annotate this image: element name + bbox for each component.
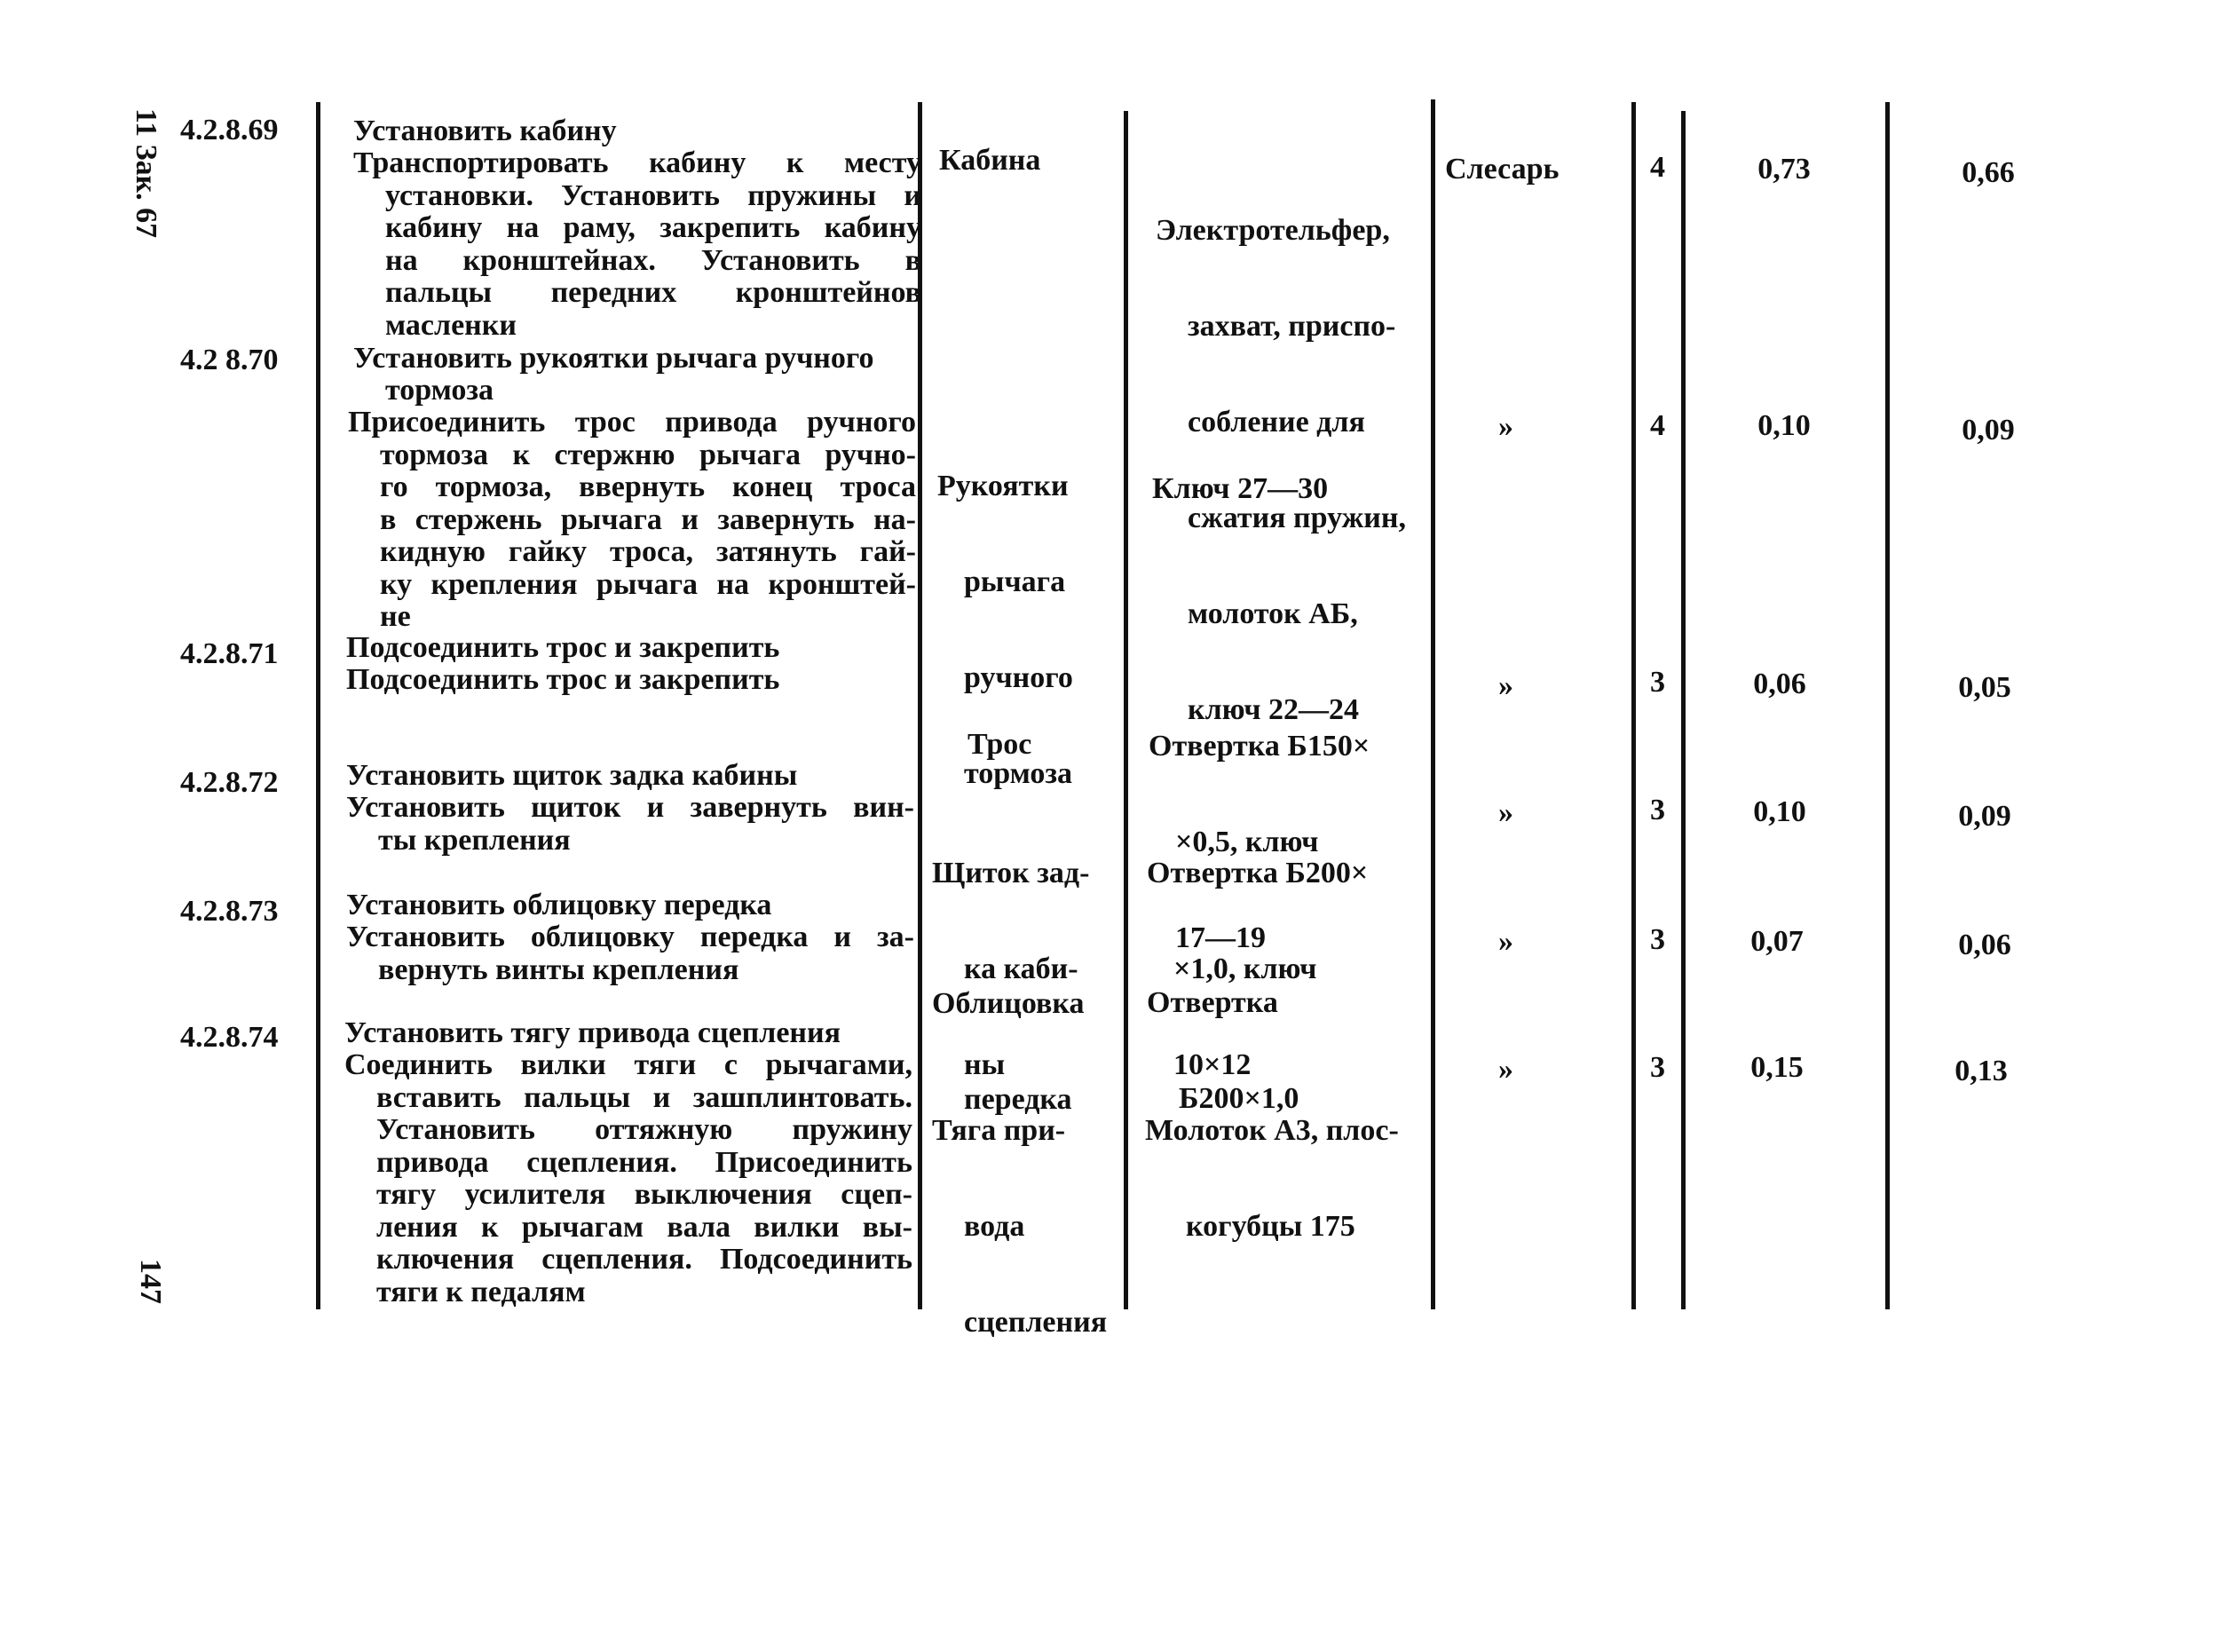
tool-line: Б200×1,0 xyxy=(1179,1082,1299,1115)
description-line: кабину на раму, закрепить кабину xyxy=(385,211,921,244)
time-norm-1: 0,06 xyxy=(1753,668,1806,700)
operation-description xyxy=(346,921,914,986)
tools-list xyxy=(1152,409,1328,569)
description-line: го тормоза, ввернуть конец троса xyxy=(380,470,916,503)
description-line: тормоза к стержню рычага ручно- xyxy=(380,438,916,471)
description-line: Подсоединить трос и закрепить xyxy=(346,663,780,696)
description-line: ты крепления xyxy=(378,823,571,857)
operation-title: Подсоединить трос и закрепить xyxy=(346,631,780,664)
tool-line: ×0,5, ключ xyxy=(1175,826,1319,858)
sheet-mark: 11 Зак. 67 xyxy=(130,108,162,239)
time-norm-1: 0,10 xyxy=(1753,795,1806,828)
part-line: Щиток зад- xyxy=(932,857,1090,889)
description-line: в стержень рычага и завернуть на- xyxy=(380,502,916,536)
tool-line: Отвертка Б150× xyxy=(1149,730,1370,763)
operation-code: 4.2.8.69 xyxy=(180,114,279,146)
description-line: установки. Установить пружины и xyxy=(385,178,921,212)
description-line: вставить пальцы и зашплинтовать. xyxy=(376,1080,912,1114)
description-line: не xyxy=(380,600,411,633)
tool-line: ключ 22—24 xyxy=(1188,693,1360,726)
description-line: кидную гайку троса, затянуть гай- xyxy=(380,535,916,568)
tool-line: захват, приспо- xyxy=(1188,310,1396,343)
title-line: тормоза xyxy=(385,374,494,407)
part-line: Рукоятки xyxy=(937,470,1069,502)
operation-code: 4.2.8.74 xyxy=(180,1021,279,1054)
description-line: тяги к педалям xyxy=(376,1275,586,1308)
tool-line: сжатия пружин, xyxy=(1188,502,1406,534)
part-line: ны xyxy=(964,1048,1006,1081)
description-line: ления к рычагам вала вилки вы- xyxy=(376,1210,912,1244)
operation-code: 4.2.8.71 xyxy=(180,637,279,670)
grade: 4 xyxy=(1650,409,1665,442)
part-line: ка каби- xyxy=(964,952,1078,985)
column-rule xyxy=(1431,99,1435,1309)
column-rule xyxy=(1124,111,1128,1309)
description-line: Установить оттяжную пружину xyxy=(376,1113,912,1146)
operation-title xyxy=(353,343,873,407)
part-line: сцепления xyxy=(964,1306,1108,1339)
tool-line: молоток АБ, xyxy=(1188,597,1358,630)
tool-line: Отвертка xyxy=(1147,986,1278,1019)
grade: 3 xyxy=(1650,794,1665,826)
description-line: пальцы передних кронштейнов xyxy=(385,276,921,309)
tool-line: Электротельфер, xyxy=(1156,214,1390,247)
description-line: тягу усилителя выключения сцеп- xyxy=(376,1178,912,1211)
operation-title: Установить щиток задка кабины xyxy=(346,759,798,792)
grade: 3 xyxy=(1650,666,1665,699)
part-line: передка xyxy=(964,1083,1072,1116)
worker-ditto: » xyxy=(1498,925,1513,958)
operation-title: Установить облицовку передка xyxy=(346,889,772,921)
description-line: ку крепления рычага на кронштей- xyxy=(380,567,916,601)
time-norm-1: 0,73 xyxy=(1757,153,1811,186)
column-rule xyxy=(1631,102,1636,1309)
tool-line: Ключ 27—30 xyxy=(1152,472,1329,505)
tools-list xyxy=(1145,1048,1399,1307)
operation-code: 4.2 8.70 xyxy=(180,344,279,376)
part-line: тормоза xyxy=(964,757,1073,790)
part-line: Облицовка xyxy=(932,987,1085,1020)
grade: 3 xyxy=(1650,923,1665,956)
time-norm-2: 0,13 xyxy=(1955,1055,2008,1087)
part-line: вода xyxy=(964,1210,1025,1243)
tool-line: ×1,0, ключ xyxy=(1173,952,1317,985)
time-norm-1: 0,07 xyxy=(1750,925,1804,958)
description-line: на кронштейнах. Установить в xyxy=(385,243,921,277)
time-norm-1: 0,15 xyxy=(1750,1051,1804,1084)
time-norm-2: 0,05 xyxy=(1958,671,2011,704)
operation-code: 4.2.8.72 xyxy=(180,766,279,799)
part-name xyxy=(932,1048,1108,1403)
operation-description xyxy=(348,407,916,634)
description-line: Установить облицовку передка и за- xyxy=(346,921,914,953)
worker-ditto: » xyxy=(1498,1053,1513,1086)
operation-title: Установить кабину xyxy=(353,115,617,147)
part-name: Кабина xyxy=(939,144,1041,177)
title-line: Установить рукоятки рычага ручного xyxy=(353,342,874,375)
description-line: ключения сцепления. Подсоединить xyxy=(376,1243,912,1276)
description-line: Установить щиток и завернуть вин- xyxy=(346,791,914,824)
time-norm-2: 0,06 xyxy=(1958,929,2011,961)
part-line: ручного xyxy=(964,661,1073,694)
description-line: Соединить вилки тяги с рычагами, xyxy=(344,1048,912,1081)
grade: 3 xyxy=(1650,1051,1665,1084)
operation-description xyxy=(346,664,914,697)
description-line: масленки xyxy=(385,308,517,342)
time-norm-2: 0,09 xyxy=(1962,414,2015,447)
tool-line: Отвертка Б200× xyxy=(1147,857,1369,889)
description-line: привода сцепления. Присоединить xyxy=(376,1145,912,1179)
column-rule xyxy=(1885,102,1890,1309)
grade: 4 xyxy=(1650,151,1665,184)
part-line: Тяга при- xyxy=(932,1114,1066,1147)
part-line: Трос xyxy=(967,728,1032,761)
operation-description xyxy=(353,147,921,342)
description-line: Присоединить трос привода ручного xyxy=(348,406,916,439)
tool-line: 17—19 xyxy=(1175,921,1266,954)
worker-ditto: » xyxy=(1498,669,1513,702)
page-number: 147 xyxy=(134,1259,167,1304)
tool-line: 10×12 xyxy=(1173,1048,1252,1081)
description-line: вернуть винты крепления xyxy=(378,952,739,986)
tool-line: собление для xyxy=(1188,406,1365,439)
time-norm-2: 0,66 xyxy=(1962,156,2015,189)
operation-description xyxy=(346,792,914,857)
operation-title: Установить тягу привода сцепления xyxy=(344,1016,841,1049)
operation-code: 4.2.8.73 xyxy=(180,895,279,928)
operation-description xyxy=(344,1049,912,1308)
worker: Слесарь xyxy=(1445,153,1560,186)
tool-line: Молоток А3, плос- xyxy=(1145,1114,1399,1147)
description-line: Транспортировать кабину к месту xyxy=(353,146,921,179)
column-rule xyxy=(316,102,320,1309)
tool-line: когубцы 175 xyxy=(1186,1210,1355,1243)
time-norm-2: 0,09 xyxy=(1958,800,2011,833)
column-rule xyxy=(1681,111,1686,1309)
worker-ditto: » xyxy=(1498,410,1513,443)
part-line: рычага xyxy=(964,565,1066,598)
time-norm-1: 0,10 xyxy=(1757,409,1811,442)
worker-ditto: » xyxy=(1498,796,1513,829)
